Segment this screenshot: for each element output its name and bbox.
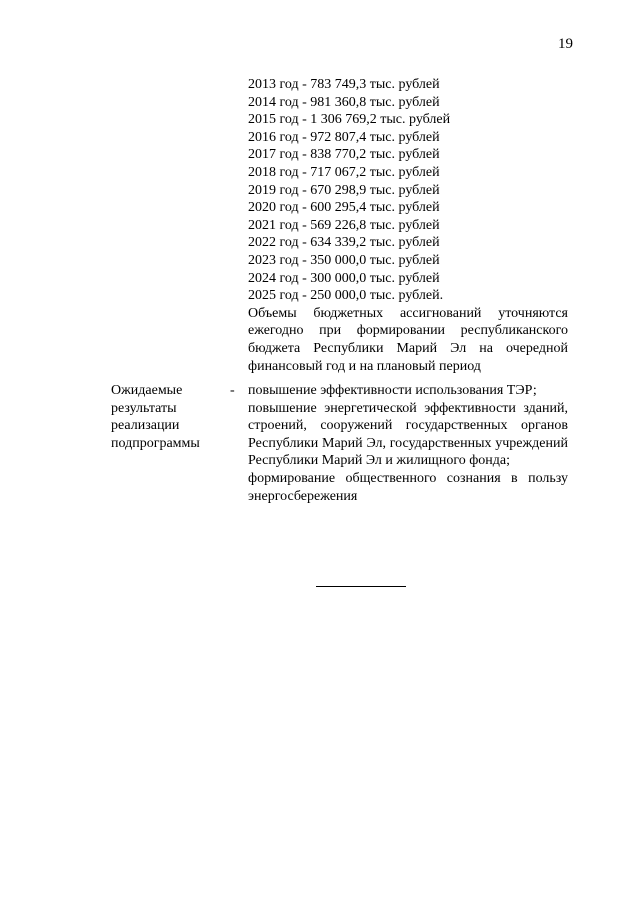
result-item: повышение эффективности использования ТЭР; (248, 383, 537, 398)
results-list (248, 382, 568, 505)
funding-year-2020: 2020 год - 600 295,4 тыс. рублей (248, 200, 440, 216)
result-item: формирование общественного сознания в пользу энергосбережения (248, 470, 568, 504)
funding-year-2017: 2017 год - 838 770,2 тыс. рублей (248, 147, 440, 163)
results-dash: - (230, 383, 235, 398)
funding-year-2014: 2014 год - 981 360,8 тыс. рублей (248, 94, 440, 110)
funding-year-2018: 2018 год - 717 067,2 тыс. рублей (248, 164, 440, 180)
separator-line (316, 586, 406, 587)
results-label: Ожидаемые результаты реализации подпрограммы (111, 383, 200, 451)
page-number: 19 (558, 36, 573, 52)
funding-year-2016: 2016 год - 972 807,4 тыс. рублей (248, 129, 440, 145)
funding-year-2023: 2023 год - 350 000,0 тыс. рублей (248, 252, 440, 268)
funding-year-2019: 2019 год - 670 298,9 тыс. рублей (248, 182, 440, 198)
funding-year-2021: 2021 год - 569 226,8 тыс. рублей (248, 217, 440, 233)
funding-year-2013: 2013 год - 783 749,3 тыс. рублей (248, 77, 440, 92)
funding-year-2022: 2022 год - 634 339,2 тыс. рублей (248, 235, 440, 251)
funding-note: Объемы бюджетных ассигнований уточняются ежегодно при формировании республиканского бюджета Республики Марий Эл на очередной финансовый год и на плановый период (248, 305, 568, 374)
funding-year-2015: 2015 год - 1 306 769,2 тыс. рублей (248, 112, 451, 128)
result-item: повышение энергетической эффективности зданий, строений, сооружений государственных органов Республики Марий Эл, государственных учреждений Республики Марий Эл и жилищного фонда; (248, 400, 568, 469)
funding-block (248, 76, 568, 375)
funding-year-2024: 2024 год - 300 000,0 тыс. рублей (248, 270, 440, 286)
funding-year-2025: 2025 год - 250 000,0 тыс. рублей. (248, 288, 444, 304)
